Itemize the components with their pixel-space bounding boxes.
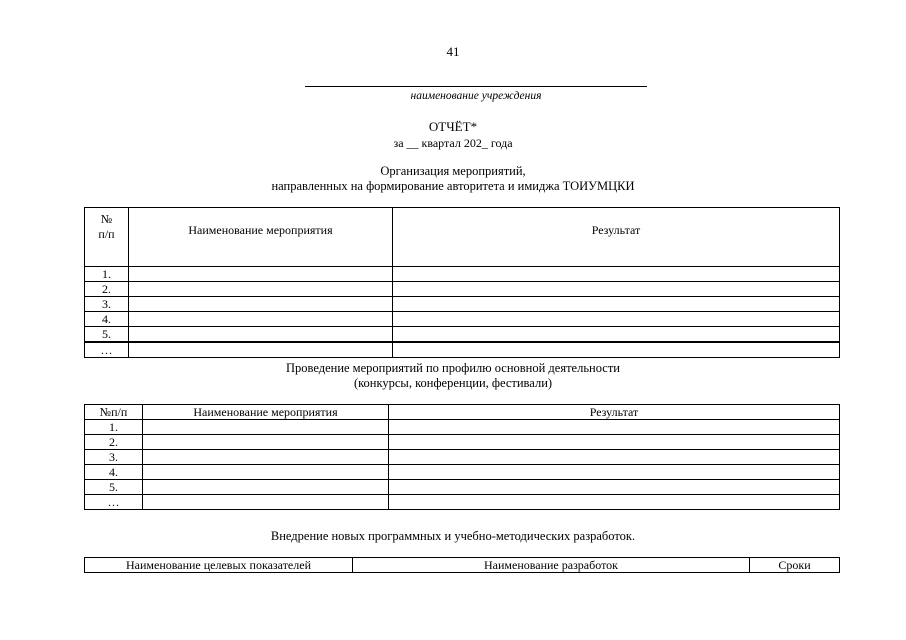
row-number: 1. [85, 420, 143, 435]
organization-name-line [305, 86, 647, 87]
row-number: … [85, 342, 129, 358]
row-number: 2. [85, 435, 143, 450]
row-number: 3. [85, 450, 143, 465]
event-name-cell[interactable] [129, 267, 393, 282]
event-name-cell[interactable] [143, 435, 389, 450]
header-number-line1: № [100, 212, 113, 226]
table-row [85, 420, 840, 435]
table-row [85, 480, 840, 495]
event-name-cell[interactable] [143, 465, 389, 480]
row-number: 5. [85, 327, 129, 343]
row-number: 1. [85, 267, 129, 282]
result-cell[interactable] [393, 342, 840, 358]
events-image-table [84, 207, 840, 358]
header-result: Результат [389, 405, 840, 420]
section1-title-line1: Организация мероприятий, [380, 164, 526, 178]
table-row [85, 342, 840, 358]
organization-caption: наименование учреждения [410, 90, 542, 102]
row-number: 4. [85, 312, 129, 327]
header-developments: Наименование разработок [353, 558, 750, 573]
header-event-name: Наименование мероприятия [143, 405, 389, 420]
header-number: №п/п [85, 405, 143, 420]
event-name-cell[interactable] [143, 495, 389, 510]
table-row [85, 327, 840, 343]
event-name-cell[interactable] [143, 450, 389, 465]
result-cell[interactable] [393, 297, 840, 312]
event-name-cell[interactable] [143, 480, 389, 495]
new-developments-table [84, 557, 840, 573]
row-number: … [85, 495, 143, 510]
result-cell[interactable] [393, 282, 840, 297]
table-row [85, 267, 840, 282]
result-cell[interactable] [393, 267, 840, 282]
result-cell[interactable] [393, 312, 840, 327]
table-header-row [85, 405, 840, 420]
table-row [85, 282, 840, 297]
table-row [85, 495, 840, 510]
section2-title-line1: Проведение мероприятий по профилю основной деятельности [285, 361, 620, 375]
header-result: Результат [393, 208, 840, 267]
header-terms: Сроки [750, 558, 840, 573]
result-cell[interactable] [389, 435, 840, 450]
event-name-cell[interactable] [129, 312, 393, 327]
event-name-cell[interactable] [129, 327, 393, 343]
core-activity-events-table [84, 404, 840, 510]
page-number: 41 [446, 44, 460, 59]
event-name-cell[interactable] [129, 282, 393, 297]
header-target-indicators: Наименование целевых показателей [85, 558, 353, 573]
header-number [85, 208, 129, 267]
result-cell[interactable] [389, 420, 840, 435]
table-row [85, 450, 840, 465]
table-row [85, 465, 840, 480]
table-row [85, 297, 840, 312]
table-header-row [85, 558, 840, 573]
table-row [85, 312, 840, 327]
result-cell[interactable] [389, 450, 840, 465]
event-name-cell[interactable] [143, 420, 389, 435]
result-cell[interactable] [389, 495, 840, 510]
result-cell[interactable] [389, 465, 840, 480]
header-number-line2: п/п [98, 227, 115, 241]
row-number: 4. [85, 465, 143, 480]
result-cell[interactable] [393, 327, 840, 343]
report-period: за __ квартал 202_ года [393, 136, 513, 150]
section2-title-line2: (конкурсы, конференции, фестивали) [353, 376, 553, 390]
section1-title-line2: направленных на формирование авторитета и имиджа ТОИУМЦКИ [271, 179, 635, 193]
event-name-cell[interactable] [129, 342, 393, 358]
header-event-name: Наименование мероприятия [129, 208, 393, 267]
result-cell[interactable] [389, 480, 840, 495]
event-name-cell[interactable] [129, 297, 393, 312]
report-title: ОТЧЁТ* [428, 119, 478, 134]
row-number: 2. [85, 282, 129, 297]
table-header-row [85, 208, 840, 267]
row-number: 5. [85, 480, 143, 495]
section3-title: Внедрение новых программных и учебно-методических разработок. [270, 529, 636, 543]
row-number: 3. [85, 297, 129, 312]
table-row [85, 435, 840, 450]
